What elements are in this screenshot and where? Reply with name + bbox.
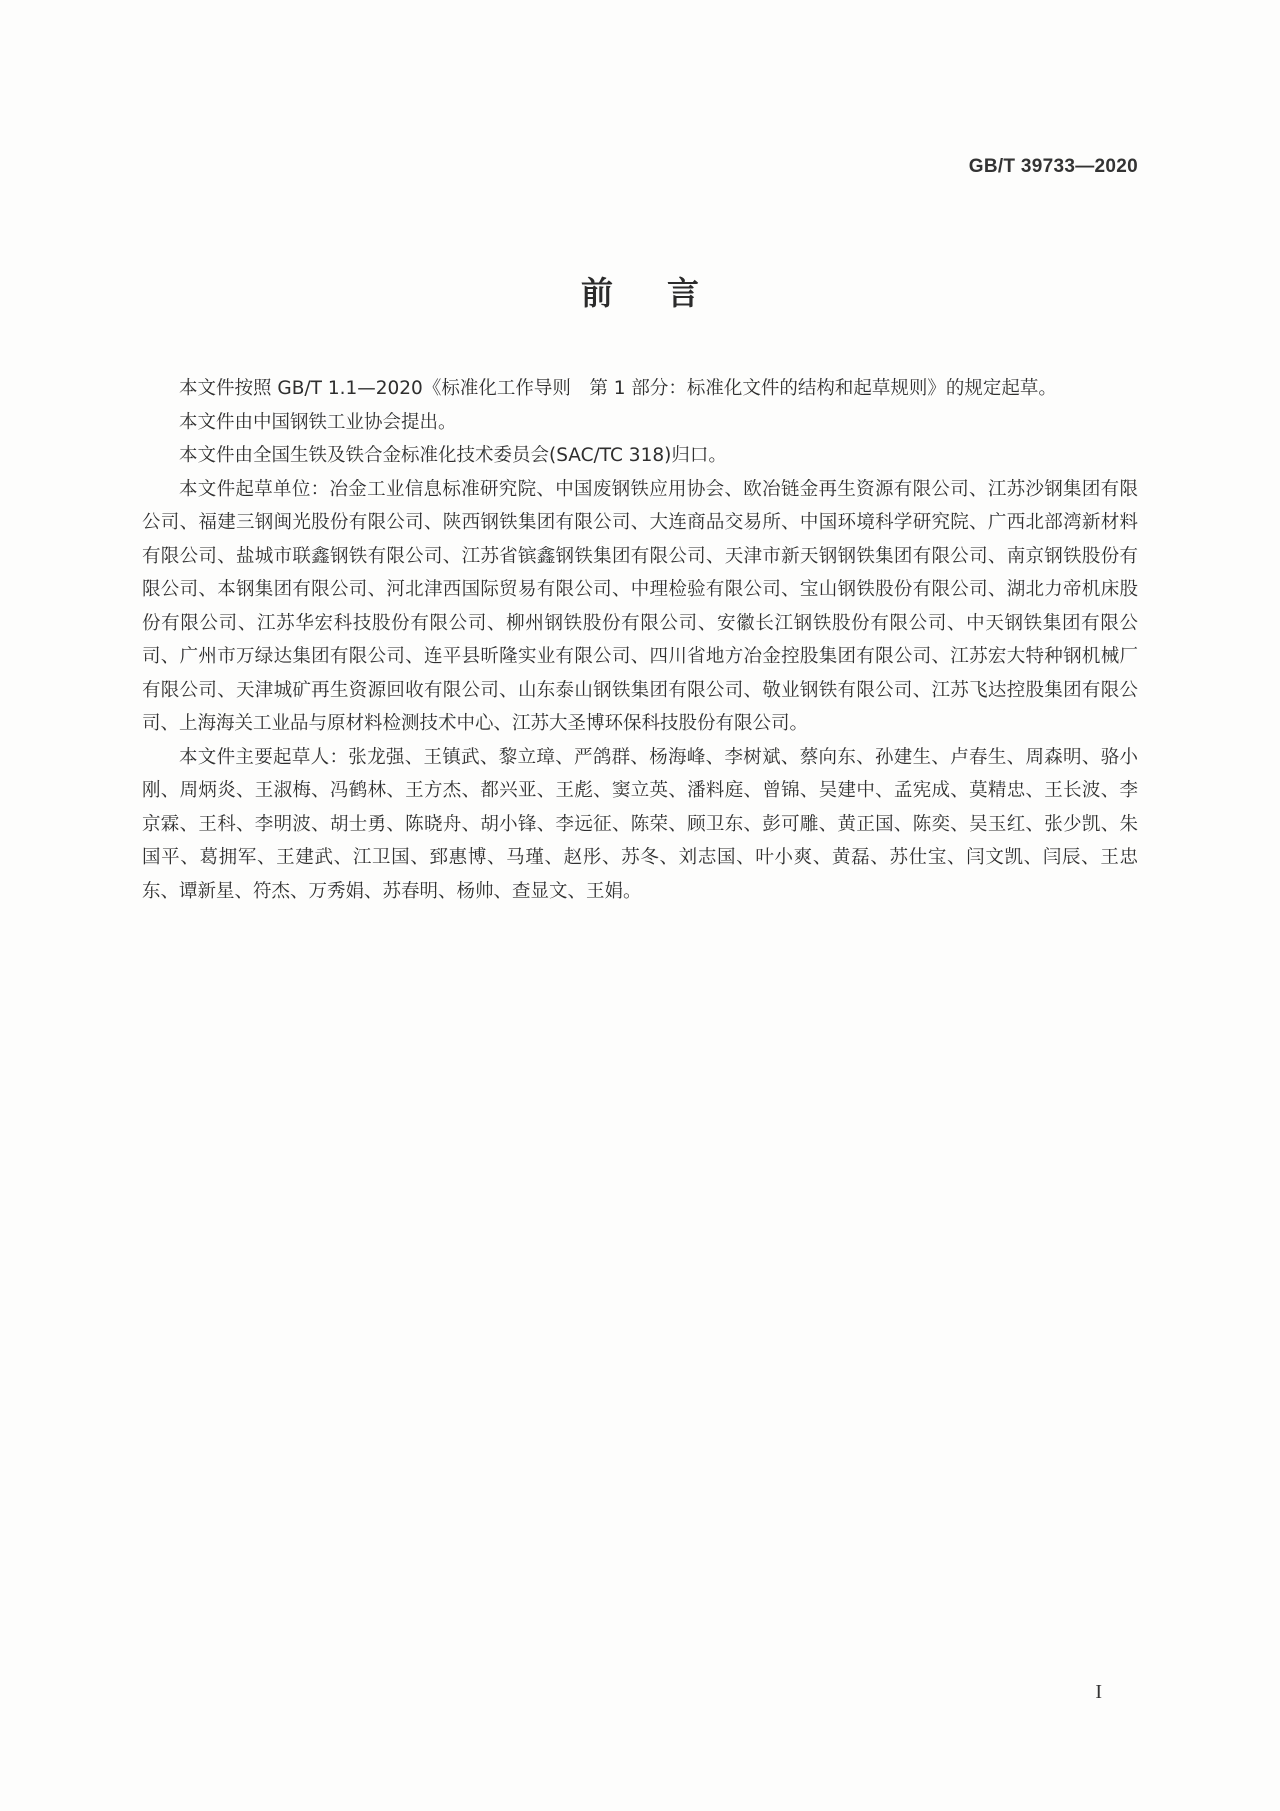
paragraph-drafting-rules: 本文件按照 GB/T 1.1—2020《标准化工作导则 第 1 部分：标准化文件的结构和起草规则》的规定起草。 (179, 378, 1057, 399)
standard-code: GB/T 39733—2020 (968, 156, 1138, 177)
page-number: I (1095, 1681, 1102, 1703)
paragraph-main-drafters: 本文件主要起草人：张龙强、王镇武、黎立璋、严鸽群、杨海峰、李树斌、蔡向东、孙建生、卢春生、周森明、骆小刚、周炳炎、王淑梅、冯鹤林、王方杰、都兴亚、王彪、窦立英、潘料庭、曾锦、吴建中、孟宪成、莫精忠、王长波、李京霖、王科、李明波、胡士勇、陈晓舟、胡小锋、李远征、陈荣、顾卫东、彭可雕、黄正国、陈奕、吴玉红、张少凯、朱国平、葛拥军、王建武、江卫国、郅惠博、马瑾、赵彤、苏冬、刘志国、叶小爽、黄磊、苏仕宝、闫文凯、闫辰、王忠东、谭新星、符杰、万秀娟、苏春明、杨帅、查显文、王娟。 (142, 746, 1138, 902)
paragraph-proposer: 本文件由中国钢铁工业协会提出。 (179, 411, 457, 433)
page-title: 前言 (580, 274, 753, 312)
paragraph-centralized-unit: 本文件由全国生铁及铁合金标准化技术委员会(SAC/TC 318)归口。 (179, 445, 727, 466)
paragraph-drafting-units: 本文件起草单位：冶金工业信息标准研究院、中国废钢铁应用协会、欧冶链金再生资源有限公司、江苏沙钢集团有限公司、福建三钢闽光股份有限公司、陕西钢铁集团有限公司、大连商品交易所、中国环境科学研究院、广西北部湾新材料有限公司、盐城市联鑫钢铁有限公司、江苏省镔鑫钢铁集团有限公司、天津市新天钢钢铁集团有限公司、南京钢铁股份有限公司、本钢集团有限公司、河北津西国际贸易有限公司、中理检验有限公司、宝山钢铁股份有限公司、湖北力帝机床股份有限公司、江苏华宏科技股份有限公司、柳州钢铁股份有限公司、安徽长江钢铁股份有限公司、中天钢铁集团有限公司、广州市万绿达集团有限公司、连平县昕隆实业有限公司、四川省地方冶金控股集团有限公司、江苏宏大特种钢机械厂有限公司、天津城矿再生资源回收有限公司、山东泰山钢铁集团有限公司、敬业钢铁有限公司、江苏飞达控股集团有限公司、上海海关工业品与原材料检测技术中心、江苏大圣博环保科技股份有限公司。 (142, 478, 1138, 734)
foreword-body (142, 372, 1138, 908)
